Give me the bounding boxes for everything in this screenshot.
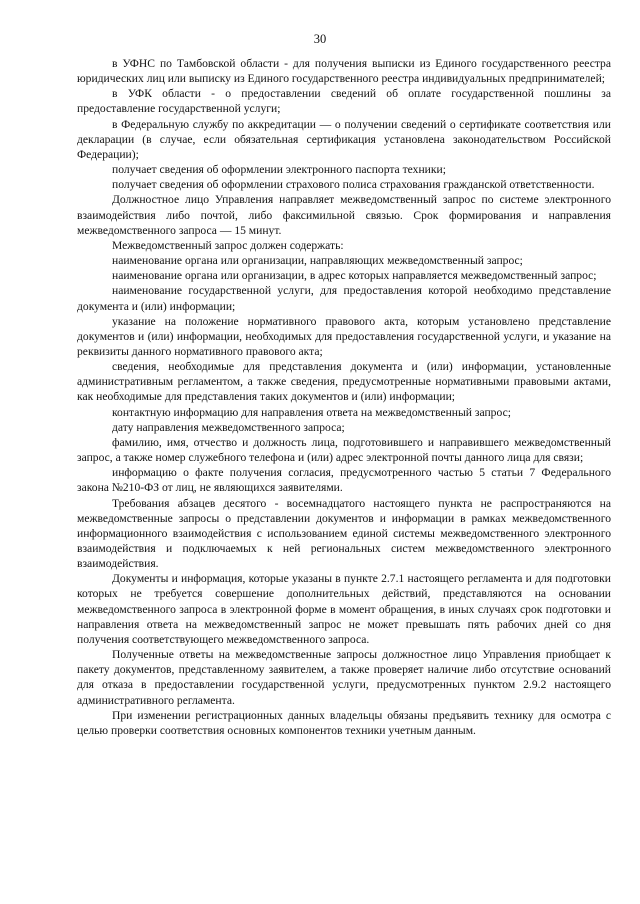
paragraph: в Федеральную службу по аккредитации — о получении сведений о сертификате соответствия или декларации (в случае, если обязательная сертификация установлена законодательством Российской Федерации);	[77, 117, 611, 161]
paragraph: контактную информацию для направления ответа на межведомственный запрос;	[112, 405, 511, 419]
document-body	[77, 56, 611, 738]
paragraph: получает сведения об оформлении электронного паспорта техники;	[112, 163, 446, 177]
paragraph: Полученные ответы на межведомственные запросы должностное лицо Управления приобщает к пакету документов, представленному заявителем, а также проверяет наличие либо отсутствие оснований для отказа в предоставлении государственной услуги, предусмотренных пунктом 2.9.2 настоящего административного регламента.	[77, 648, 611, 707]
paragraph: Межведомственный запрос должен содержать:	[112, 238, 344, 252]
paragraph: сведения, необходимые для представления документа и (или) информации, установленные административным регламентом, а также сведения, предусмотренные нормативными правовыми актами, как необходимые для представления таких документов и (или) информации;	[77, 360, 611, 404]
paragraph: наименование органа или организации, направляющих межведомственный запрос;	[112, 254, 523, 268]
page-number: 30	[313, 32, 327, 46]
paragraph: в УФК области - о предоставлении сведений об оплате государственной пошлины за предоставление государственной услуги;	[77, 87, 611, 116]
paragraph: фамилию, имя, отчество и должность лица, подготовившего и направившего межведомственный запрос, а также номер служебного телефона и (или) адрес электронной почты данного лица для связи;	[77, 435, 611, 465]
paragraph: Требования абзацев десятого - восемнадцатого настоящего пункта не распространяются на межведомственные запросы о представлении документов и информации в рамках межведомственного информационного взаимодействия с использованием единой системы межведомственного электронного взаимодействия и подключаемых к ней региональных систем межведомственного электронного взаимодействия.	[77, 496, 611, 571]
paragraph: При изменении регистрационных данных владельцы обязаны предъявить технику для осмотра с целью проверки соответствия основных компонентов техники учетным данным.	[77, 708, 611, 737]
paragraph: информацию о факте получения согласия, предусмотренного частью 5 статьи 7 Федерального закона №210-ФЗ от лиц, не являющихся заявителями.	[77, 466, 611, 495]
paragraph: Документы и информация, которые указаны в пункте 2.7.1 настоящего регламента и для подготовки которых не требуется совершение дополнительных действий, представляются на основании межведомственного запроса в электронной форме в момент обращения, в иных случаях срок подготовки и направления ответа на межведомственный запрос не может превышать пять рабочих дней со дня получения соответствующего межведомственного запроса.	[77, 572, 611, 646]
paragraph: в УФНС по Тамбовской области - для получения выписки из Единого государственного реестра юридических лиц или выписку из Единого государственного реестра индивидуальных предпринимателей;	[77, 57, 611, 86]
paragraph: наименование государственной услуги, для предоставления которой необходимо представление документа и (или) информации;	[77, 284, 611, 313]
paragraph: Должностное лицо Управления направляет межведомственный запрос по системе электронного взаимодействия либо почтой, либо факсимильной связью. Срок формирования и направления межведомственного запроса — 15 минут.	[77, 193, 611, 237]
paragraph: наименование органа или организации, в адрес которых направляется межведомственный запрос;	[112, 269, 597, 283]
paragraph: дату направления межведомственного запроса;	[112, 420, 345, 434]
paragraph: указание на положение нормативного правового акта, которым установлено представление документов и (или) информации, необходимых для предоставления государственной услуги, и указание на реквизиты данного нормативного правового акта;	[77, 314, 611, 358]
paragraph: получает сведения об оформлении страхового полиса страхования гражданской ответственности.	[112, 178, 595, 192]
